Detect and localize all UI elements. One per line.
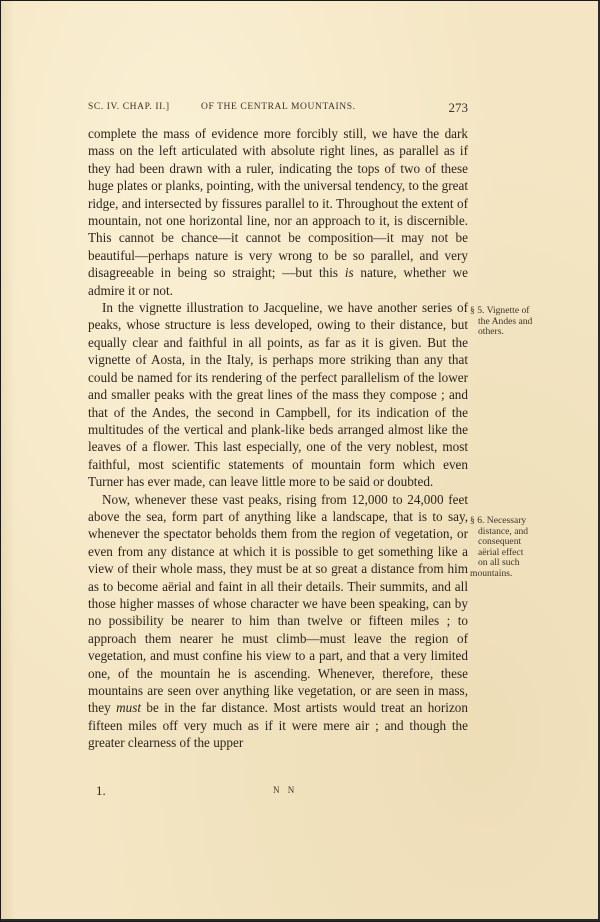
paragraph-1: complete the mass of evidence more forcibly still, we have the dark mass on the left articulated with absolute right lines, as parallel as if they had been drawn with a ruler, indicating the tops of two of these huge plates or planks, pointing, with the universal tendency, to the great ridge, and intersected by fissures parallel to it. Throughout the extent of mountain, not one horizontal line, nor an approach to it, is discernible. This cannot be chance—it cannot be composition—it may not be beautiful—perhaps nature is very wrong to be so parallel, and very disagreeable in being so straight; —but this is nature, whether we admire it or not. <box>88 126 468 298</box>
sidenote-section-5: § 5. Vignette of the Andes and others. <box>470 305 533 337</box>
paragraph-3: Now, whenever these vast peaks, rising from 12,000 to 24,000 feet above the sea, form part of anything like a landscape, that is to say, whenever the spectator beholds them from the region of vegetation, or even from any distance at which it is possible to get something like a view of their whole mass, they must be at so great a distance from him as to become aërial and faint in all their details. Their summits, and all those higher masses of whose character we have been speaking, can by no possibility be nearer to him than twelve or fifteen miles ; to approach them nearer he must climb—must leave the region of vegetation, and must confine his view to a part, and that a very limited one, of the mountain he is ascending. Whenever, therefore, these mountains are seen over anything like vegetation, or are seen in mass, they must be in the far distance. Most artists would treat an horizon fifteen miles off very much as if it were mere air ; and though the greater clearness of the upper <box>88 491 468 751</box>
page-number: 273 <box>448 100 468 115</box>
body-text <box>88 125 468 752</box>
paragraph-2: In the vignette illustration to Jacqueline, we have another series of peaks, whose structure is less developed, owing to their distance, but equally clear and faithful in all points, as far as it is given. But the vignette of Aosta, in the Italy, is perhaps more striking than any that could be named for its rendering of the perfect parallelism of the lower and smaller peaks with the great lines of the mass they compose ; and that of the Andes, the second in Campbell, for its indication of the multitudes of the vertical and plank-like beds arranged almost like the leaves of a flower. This last especially, one of the very noblest, most faithful, most scientific statements of mountain form which even Turner has ever made, can leave little more to be said or doubted. <box>88 300 468 490</box>
book-page <box>1 1 600 921</box>
running-title: OF THE CENTRAL MOUNTAINS. <box>201 102 356 112</box>
running-head <box>88 102 468 116</box>
emphasis: must <box>116 700 142 716</box>
sidenote-section-6: § 6. Necessary distance, and consequent aërial effect on all such mountains. <box>470 515 529 579</box>
emphasis: is <box>344 265 354 281</box>
signature-number: 1. <box>96 783 106 798</box>
signature-mark: N N <box>273 785 298 795</box>
chapter-reference: SC. IV. CHAP. II.] <box>88 102 170 112</box>
